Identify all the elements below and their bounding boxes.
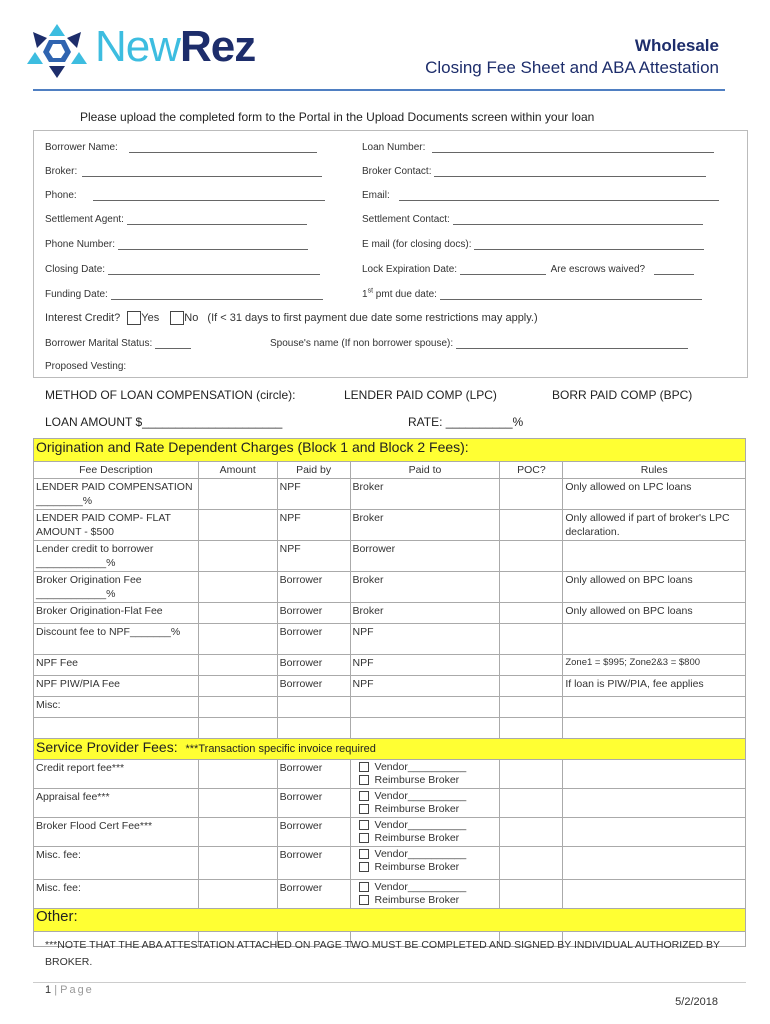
funding-date-line[interactable] bbox=[111, 287, 323, 300]
header-divider bbox=[33, 89, 725, 91]
settlement-agent-field[interactable] bbox=[45, 212, 307, 225]
poc-cell[interactable] bbox=[500, 572, 563, 603]
escrows-line[interactable] bbox=[654, 262, 694, 275]
col-paid-by: Paid by bbox=[277, 462, 350, 479]
loan-number-label: Loan Number: bbox=[362, 142, 426, 153]
settlement-agent-label: Settlement Agent: bbox=[45, 214, 124, 225]
rules-cell bbox=[563, 624, 746, 655]
empty-cell[interactable] bbox=[563, 718, 746, 739]
fee-description-cell: Broker Origination Fee ____________% bbox=[34, 572, 199, 603]
amount-cell[interactable] bbox=[198, 510, 277, 541]
paid-to-cell bbox=[350, 880, 500, 909]
vendor-option[interactable] bbox=[359, 790, 498, 803]
fee-description-cell: NPF Fee bbox=[34, 655, 199, 676]
col-poc: POC? bbox=[500, 462, 563, 479]
table-row bbox=[34, 880, 746, 909]
paid-to-cell: NPF bbox=[350, 655, 500, 676]
borrower-name-line[interactable] bbox=[129, 140, 317, 153]
amount-cell[interactable] bbox=[198, 603, 277, 624]
vendor-checkbox[interactable] bbox=[359, 820, 369, 830]
amount-cell[interactable] bbox=[198, 676, 277, 697]
reimburse-broker-checkbox[interactable] bbox=[359, 895, 369, 905]
reimburse-broker-option[interactable] bbox=[359, 803, 498, 816]
email-closing-label: E mail (for closing docs): bbox=[362, 239, 472, 250]
fee-description-cell: LENDER PAID COMP- FLAT AMOUNT - $500 bbox=[34, 510, 199, 541]
vendor-label: Vendor__________ bbox=[374, 790, 467, 802]
settlement-agent-line[interactable] bbox=[127, 212, 307, 225]
rules-cell: Only allowed on LPC loans bbox=[563, 479, 746, 510]
rules-cell[interactable] bbox=[563, 760, 746, 789]
lock-expiration-label: Lock Expiration Date: bbox=[362, 264, 458, 275]
paid-to-cell: Broker bbox=[350, 572, 500, 603]
borrower-name-field[interactable] bbox=[45, 140, 317, 153]
loan-number-line[interactable] bbox=[432, 140, 714, 153]
first-pmt-due-field[interactable] bbox=[362, 287, 702, 300]
paid-by-cell bbox=[277, 697, 350, 718]
service-rows bbox=[34, 760, 746, 909]
paid-by-cell: NPF bbox=[277, 541, 350, 572]
proposed-vesting-label: Proposed Vesting: bbox=[45, 361, 127, 372]
reimburse-broker-checkbox[interactable] bbox=[359, 775, 369, 785]
table-row bbox=[34, 603, 746, 624]
reimburse-broker-option[interactable] bbox=[359, 894, 498, 907]
vendor-label: Vendor__________ bbox=[374, 819, 467, 831]
email-field[interactable] bbox=[362, 188, 719, 201]
no-checkbox[interactable] bbox=[170, 311, 184, 325]
reimburse-broker-label: Reimburse Broker bbox=[374, 774, 460, 786]
table-row bbox=[34, 479, 746, 510]
fee-description-cell: Misc: bbox=[34, 697, 199, 718]
phone-label: Phone: bbox=[45, 190, 77, 201]
footer-divider bbox=[33, 982, 746, 983]
fee-description-cell: Misc. fee: bbox=[34, 847, 199, 880]
settlement-contact-label: Settlement Contact: bbox=[362, 214, 450, 225]
aba-attestation-note: ***NOTE THAT THE ABA ATTESTATION ATTACHED ON PAGE TWO MUST BE COMPLETED AND SIGNED BY INDIVIDUAL AUTHORIZED BY BROKER. bbox=[45, 939, 720, 968]
amount-cell[interactable] bbox=[198, 572, 277, 603]
borrower-name-label: Borrower Name: bbox=[45, 142, 118, 153]
paid-to-cell: NPF bbox=[350, 676, 500, 697]
settlement-contact-line[interactable] bbox=[453, 212, 703, 225]
interest-credit-row bbox=[45, 311, 538, 325]
amount-cell[interactable] bbox=[198, 789, 277, 818]
poc-cell[interactable] bbox=[500, 818, 563, 847]
vendor-checkbox[interactable] bbox=[359, 791, 369, 801]
lock-expiration-field[interactable] bbox=[362, 262, 694, 275]
rules-cell: Only allowed on BPC loans bbox=[563, 572, 746, 603]
rules-cell: Zone1 = $995; Zone2&3 = $800 bbox=[563, 655, 746, 676]
marital-status-field[interactable] bbox=[45, 336, 191, 349]
vendor-option[interactable] bbox=[359, 848, 498, 861]
paid-by-cell: Borrower bbox=[277, 603, 350, 624]
other-header-band bbox=[34, 909, 746, 932]
paid-by-cell: NPF bbox=[277, 479, 350, 510]
interest-credit-label: Interest Credit? bbox=[45, 311, 121, 324]
paid-to-cell bbox=[350, 818, 500, 847]
empty-cell[interactable] bbox=[277, 718, 350, 739]
rules-cell[interactable] bbox=[563, 818, 746, 847]
paid-to-cell: NPF bbox=[350, 624, 500, 655]
paid-to-cell bbox=[350, 760, 500, 789]
paid-by-cell: Borrower bbox=[277, 760, 350, 789]
funding-date-field[interactable] bbox=[45, 287, 323, 300]
logo-mark-icon bbox=[25, 22, 89, 78]
reimburse-broker-checkbox[interactable] bbox=[359, 833, 369, 843]
fee-description-cell: LENDER PAID COMPENSATION ________% bbox=[34, 479, 199, 510]
paid-by-cell: Borrower bbox=[277, 847, 350, 880]
interest-credit-note: (If < 31 days to first payment due date some restrictions may apply.) bbox=[207, 311, 538, 324]
service-header-band bbox=[34, 739, 746, 760]
funding-date-label: Funding Date: bbox=[45, 289, 108, 300]
amount-cell[interactable] bbox=[198, 847, 277, 880]
escrows-label: Are escrows waived? bbox=[550, 264, 646, 275]
proposed-vesting-field[interactable] bbox=[45, 361, 126, 372]
fee-description-cell: Broker Origination-Flat Fee bbox=[34, 603, 199, 624]
fee-description-cell: Discount fee to NPF_______% bbox=[34, 624, 199, 655]
table-row bbox=[34, 697, 746, 718]
rules-cell[interactable] bbox=[563, 880, 746, 909]
no-label: No bbox=[184, 311, 199, 324]
settlement-contact-field[interactable] bbox=[362, 212, 703, 225]
rules-cell: If loan is PIW/PIA, fee applies bbox=[563, 676, 746, 697]
logo-rez-text: Rez bbox=[180, 22, 256, 71]
upload-instruction: Please upload the completed form to the Portal in the Upload Documents screen within your loan bbox=[80, 110, 595, 124]
page-num-value: 1 bbox=[45, 984, 52, 996]
paid-by-cell: Borrower bbox=[277, 655, 350, 676]
amount-cell[interactable] bbox=[198, 541, 277, 572]
reimburse-broker-label: Reimburse Broker bbox=[374, 803, 460, 815]
fee-description-cell: Misc. fee: bbox=[34, 880, 199, 909]
vendor-option[interactable] bbox=[359, 881, 498, 894]
broker-contact-field[interactable] bbox=[362, 164, 706, 177]
phone-field[interactable] bbox=[45, 188, 325, 201]
vendor-label: Vendor__________ bbox=[374, 761, 467, 773]
bpc-option[interactable]: BORR PAID COMP (BPC) bbox=[552, 388, 693, 402]
col-fee-description: Fee Description bbox=[34, 462, 199, 479]
poc-cell[interactable] bbox=[500, 697, 563, 718]
table-row bbox=[34, 760, 746, 789]
paid-to-cell bbox=[350, 847, 500, 880]
amount-cell[interactable] bbox=[198, 697, 277, 718]
reimburse-broker-option[interactable] bbox=[359, 832, 498, 845]
origination-title: Origination and Rate Dependent Charges (Block 1 and Block 2 Fees): bbox=[34, 439, 746, 462]
page-subtitle: Closing Fee Sheet and ABA Attestation bbox=[425, 58, 719, 77]
poc-cell[interactable] bbox=[500, 760, 563, 789]
empty-cell[interactable] bbox=[34, 718, 199, 739]
marital-status-line[interactable] bbox=[155, 336, 191, 349]
vendor-label: Vendor__________ bbox=[374, 881, 467, 893]
table-row bbox=[34, 718, 746, 739]
poc-cell[interactable] bbox=[500, 880, 563, 909]
paid-by-cell: Borrower bbox=[277, 880, 350, 909]
broker-field[interactable] bbox=[45, 164, 322, 177]
compensation-method: METHOD OF LOAN COMPENSATION (circle): bbox=[45, 388, 296, 402]
table-row bbox=[34, 572, 746, 603]
table-row bbox=[34, 624, 746, 655]
rate-field[interactable]: RATE: __________% bbox=[408, 415, 524, 429]
table-row bbox=[34, 541, 746, 572]
paid-by-cell: Borrower bbox=[277, 676, 350, 697]
phone-number-label: Phone Number: bbox=[45, 239, 116, 250]
origination-header-band bbox=[34, 439, 746, 462]
first-pmt-num: 1 bbox=[362, 289, 368, 300]
poc-cell[interactable] bbox=[500, 510, 563, 541]
paid-to-cell bbox=[350, 697, 500, 718]
fee-description-cell: Credit report fee*** bbox=[34, 760, 199, 789]
vendor-checkbox[interactable] bbox=[359, 762, 369, 772]
logo-new-text: New bbox=[95, 22, 181, 71]
paid-to-cell: Broker bbox=[350, 510, 500, 541]
poc-cell[interactable] bbox=[500, 624, 563, 655]
closing-date-label: Closing Date: bbox=[45, 264, 106, 275]
paid-by-cell: Borrower bbox=[277, 572, 350, 603]
col-amount: Amount bbox=[198, 462, 277, 479]
poc-cell[interactable] bbox=[500, 789, 563, 818]
empty-cell[interactable] bbox=[350, 718, 500, 739]
first-pmt-line[interactable] bbox=[440, 287, 702, 300]
reimburse-broker-checkbox[interactable] bbox=[359, 862, 369, 872]
email-label: Email: bbox=[362, 190, 390, 201]
paid-to-cell: Broker bbox=[350, 479, 500, 510]
poc-cell[interactable] bbox=[500, 541, 563, 572]
amount-cell[interactable] bbox=[198, 818, 277, 847]
fee-description-cell: Broker Flood Cert Fee*** bbox=[34, 818, 199, 847]
closing-date-line[interactable] bbox=[108, 262, 320, 275]
spouse-name-line[interactable] bbox=[456, 336, 688, 349]
page-word: Page bbox=[60, 984, 94, 996]
table-row bbox=[34, 818, 746, 847]
yes-checkbox[interactable] bbox=[127, 311, 141, 325]
email-closing-line[interactable] bbox=[474, 237, 704, 250]
loan-number-field[interactable] bbox=[362, 140, 714, 153]
reimburse-broker-label: Reimburse Broker bbox=[374, 894, 460, 906]
amount-cell[interactable] bbox=[198, 760, 277, 789]
broker-label: Broker: bbox=[45, 166, 78, 177]
paid-to-cell: Broker bbox=[350, 603, 500, 624]
empty-cell[interactable] bbox=[198, 718, 277, 739]
amount-cell[interactable] bbox=[198, 880, 277, 909]
poc-cell[interactable] bbox=[500, 479, 563, 510]
fee-description-cell: Lender credit to borrower ____________% bbox=[34, 541, 199, 572]
company-logo bbox=[25, 22, 325, 78]
first-pmt-label: pmt due date: bbox=[375, 289, 437, 300]
reimburse-broker-label: Reimburse Broker bbox=[374, 861, 460, 873]
vendor-option[interactable] bbox=[359, 819, 498, 832]
table-row bbox=[34, 789, 746, 818]
reimburse-broker-option[interactable] bbox=[359, 861, 498, 874]
broker-contact-label: Broker Contact: bbox=[362, 166, 432, 177]
paid-to-cell: Borrower bbox=[350, 541, 500, 572]
rules-cell[interactable] bbox=[563, 789, 746, 818]
service-note: ***Transaction specific invoice required bbox=[185, 743, 376, 755]
table-row bbox=[34, 676, 746, 697]
rules-cell: Only allowed on BPC loans bbox=[563, 603, 746, 624]
col-paid-to: Paid to bbox=[350, 462, 500, 479]
fee-description-cell: Appraisal fee*** bbox=[34, 789, 199, 818]
phone-number-field[interactable] bbox=[45, 237, 308, 250]
loan-amount-field[interactable]: LOAN AMOUNT $_____________________ bbox=[45, 415, 283, 429]
vendor-label: Vendor__________ bbox=[374, 848, 467, 860]
rules-cell bbox=[563, 541, 746, 572]
spouse-name-field[interactable] bbox=[270, 336, 688, 349]
amount-cell[interactable] bbox=[198, 479, 277, 510]
lock-expiration-line[interactable] bbox=[460, 262, 546, 275]
vendor-checkbox[interactable] bbox=[359, 882, 369, 892]
page-title: Wholesale bbox=[634, 36, 719, 55]
page-number: 1 | Page bbox=[45, 984, 94, 996]
first-pmt-sup: st bbox=[367, 287, 374, 295]
rules-cell[interactable] bbox=[563, 847, 746, 880]
poc-cell[interactable] bbox=[500, 676, 563, 697]
other-title: Other: bbox=[34, 909, 746, 932]
col-rules: Rules bbox=[563, 462, 746, 479]
lpc-option[interactable]: LENDER PAID COMP (LPC) bbox=[344, 388, 497, 402]
reimburse-broker-checkbox[interactable] bbox=[359, 804, 369, 814]
fee-description-cell: NPF PIW/PIA Fee bbox=[34, 676, 199, 697]
form-date: 5/2/2018 bbox=[675, 996, 718, 1008]
yes-label: Yes bbox=[141, 311, 160, 324]
paid-by-cell: Borrower bbox=[277, 818, 350, 847]
poc-cell[interactable] bbox=[500, 847, 563, 880]
paid-to-cell bbox=[350, 789, 500, 818]
origination-rows bbox=[34, 479, 746, 739]
table-row bbox=[34, 655, 746, 676]
poc-cell[interactable] bbox=[500, 655, 563, 676]
phone-line[interactable] bbox=[93, 188, 325, 201]
vendor-option[interactable] bbox=[359, 761, 498, 774]
poc-cell[interactable] bbox=[500, 603, 563, 624]
phone-number-line[interactable] bbox=[118, 237, 308, 250]
table-row bbox=[34, 510, 746, 541]
rules-cell: Only allowed if part of broker's LPC declaration. bbox=[563, 510, 746, 541]
paid-by-cell: Borrower bbox=[277, 789, 350, 818]
table-header-row bbox=[34, 462, 746, 479]
reimburse-broker-label: Reimburse Broker bbox=[374, 832, 460, 844]
table-row bbox=[34, 847, 746, 880]
paid-by-cell: NPF bbox=[277, 510, 350, 541]
email-line[interactable] bbox=[399, 188, 719, 201]
email-closing-field[interactable] bbox=[362, 237, 704, 250]
paid-by-cell: Borrower bbox=[277, 624, 350, 655]
rules-cell bbox=[563, 697, 746, 718]
fees-table bbox=[33, 438, 746, 947]
reimburse-broker-option[interactable] bbox=[359, 774, 498, 787]
empty-cell[interactable] bbox=[500, 718, 563, 739]
vendor-checkbox[interactable] bbox=[359, 849, 369, 859]
broker-line[interactable] bbox=[82, 164, 322, 177]
closing-date-field[interactable] bbox=[45, 262, 320, 275]
amount-cell[interactable] bbox=[198, 624, 277, 655]
spouse-name-label: Spouse's name (If non borrower spouse): bbox=[270, 338, 454, 349]
broker-contact-line[interactable] bbox=[434, 164, 706, 177]
marital-status-label: Borrower Marital Status: bbox=[45, 338, 153, 349]
amount-cell[interactable] bbox=[198, 655, 277, 676]
service-title: Service Provider Fees: bbox=[36, 739, 178, 755]
